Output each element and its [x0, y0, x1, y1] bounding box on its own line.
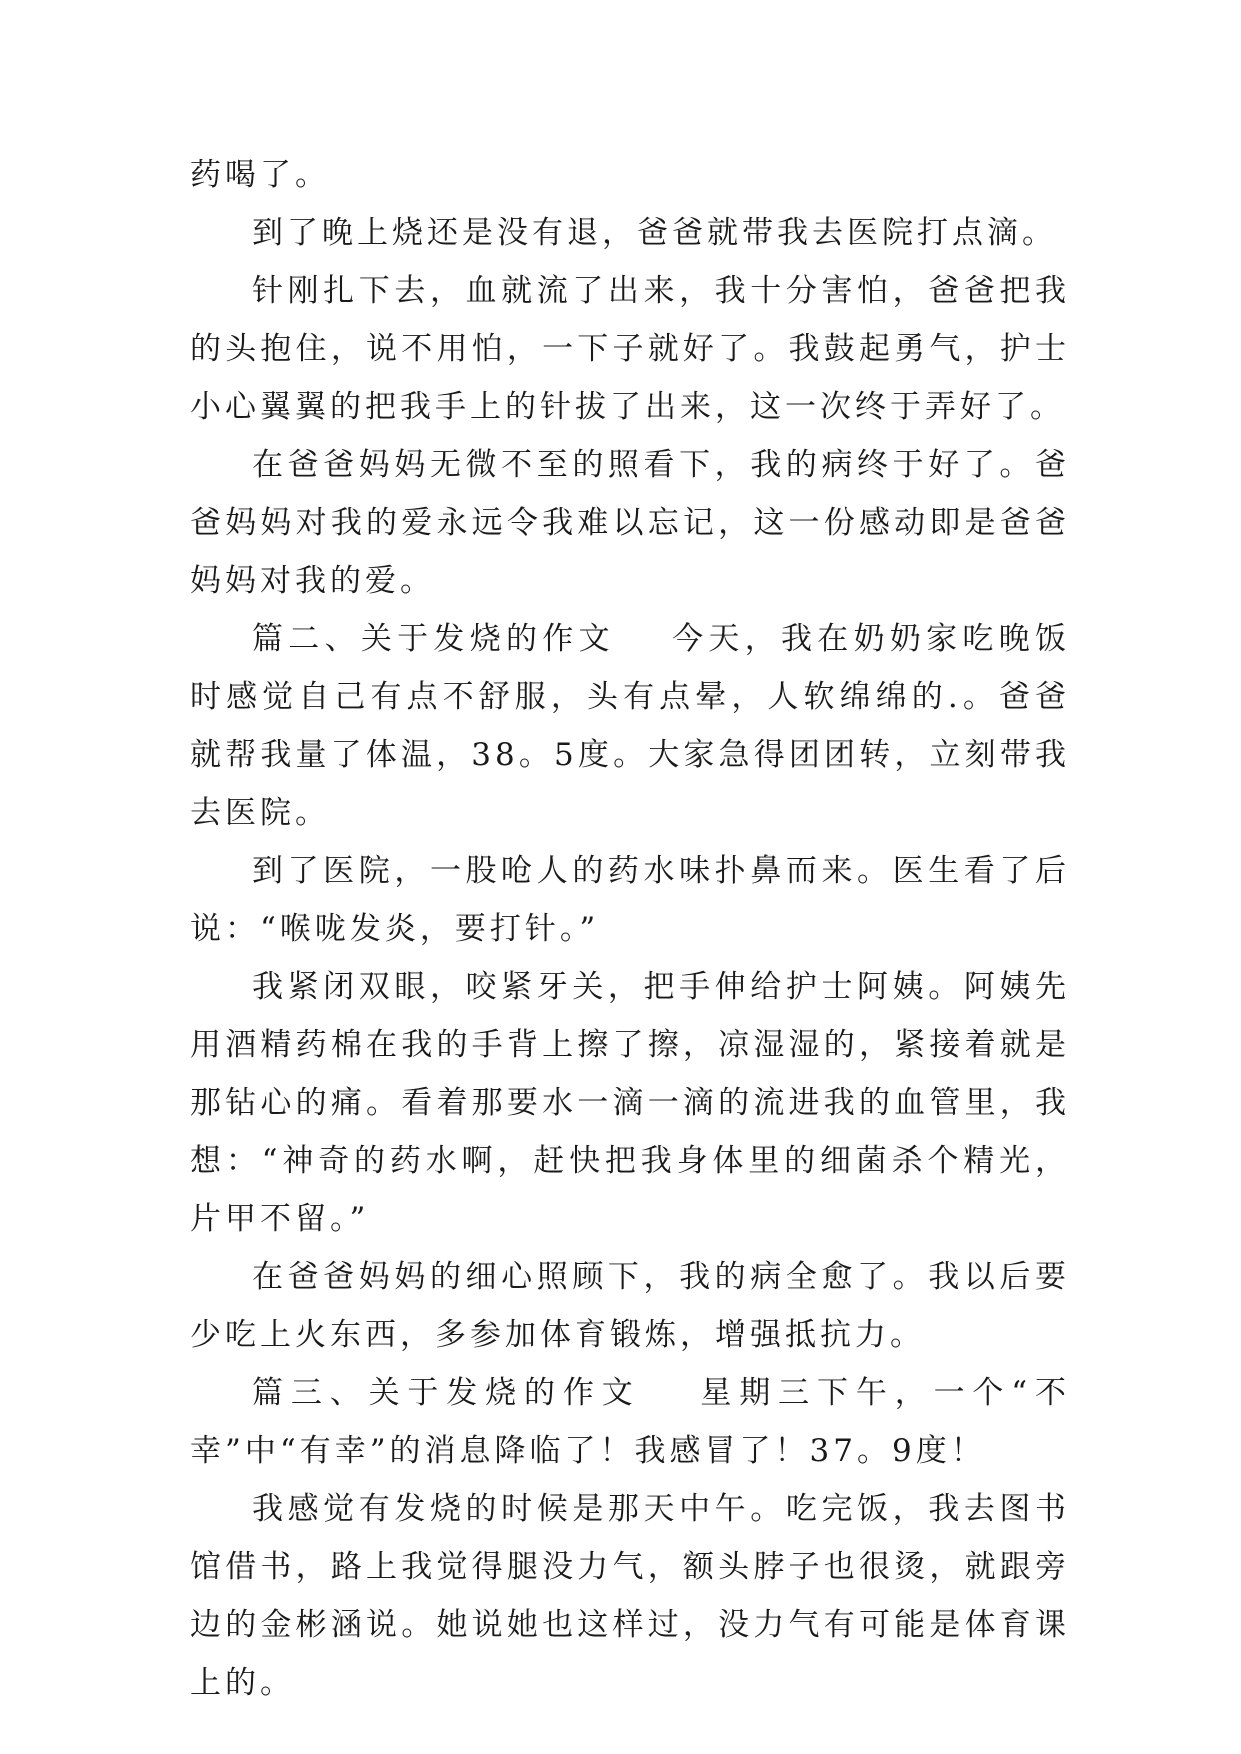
paragraph [190, 1248, 1070, 1364]
paragraph-text: 在爸爸妈妈无微不至的照看下，我的病终于好了。爸爸妈妈对我的爱永远令我难以忘记，这一份感动即是爸爸妈妈对我的爱。 [190, 447, 1070, 599]
paragraph [190, 958, 1070, 1248]
paragraph-text: 到了医院，一股呛人的药水味扑鼻而来。医生看了后说：“喉咙发炎，要打针。” [190, 853, 1070, 947]
section-heading: 篇三、关于发烧的作文 [252, 1375, 641, 1411]
paragraph-text: 星期三下午，一个“不幸”中“有幸”的消息降临了！我感冒了！37。9度！ [190, 1375, 1070, 1469]
paragraph [190, 204, 1070, 262]
paragraph [190, 146, 1070, 204]
paragraph [190, 436, 1070, 610]
paragraph-text: 药喝了。 [190, 157, 330, 193]
paragraph-text: 在爸爸妈妈的细心照顾下，我的病全愈了。我以后要少吃上火东西，多参加体育锻炼，增强抵抗力。 [190, 1259, 1070, 1353]
paragraph-text: 我紧闭双眼，咬紧牙关，把手伸给护士阿姨。阿姨先用酒精药棉在我的手背上擦了擦，凉湿湿的，紧接着就是那钻心的痛。看着那要水一滴一滴的流进我的血管里，我想：“神奇的药水啊，赶快把我身体里的细菌杀个精光，片甲不留。” [190, 969, 1070, 1237]
paragraph [190, 262, 1070, 436]
paragraph [190, 1364, 1070, 1480]
section-heading: 篇二、关于发烧的作文 [252, 621, 615, 657]
document-body [190, 146, 1070, 1712]
paragraph-text: 我感觉有发烧的时候是那天中午。吃完饭，我去图书馆借书，路上我觉得腿没力气，额头脖子也很烫，就跟旁边的金彬涵说。她说她也这样过，没力气有可能是体育课上的。 [190, 1491, 1070, 1701]
paragraph-text: 针刚扎下去，血就流了出来，我十分害怕，爸爸把我的头抱住，说不用怕，一下子就好了。我鼓起勇气，护士小心翼翼的把我手上的针拔了出来，这一次终于弄好了。 [190, 273, 1070, 425]
paragraph [190, 1480, 1070, 1712]
paragraph [190, 610, 1070, 842]
paragraph-text: 今天，我在奶奶家吃晚饭时感觉自己有点不舒服，头有点晕，人软绵绵的.。爸爸就帮我量了体温，38。5度。大家急得团团转，立刻带我去医院。 [190, 621, 1071, 831]
paragraph-text: 到了晚上烧还是没有退，爸爸就带我去医院打点滴。 [252, 215, 1057, 251]
paragraph [190, 842, 1070, 958]
